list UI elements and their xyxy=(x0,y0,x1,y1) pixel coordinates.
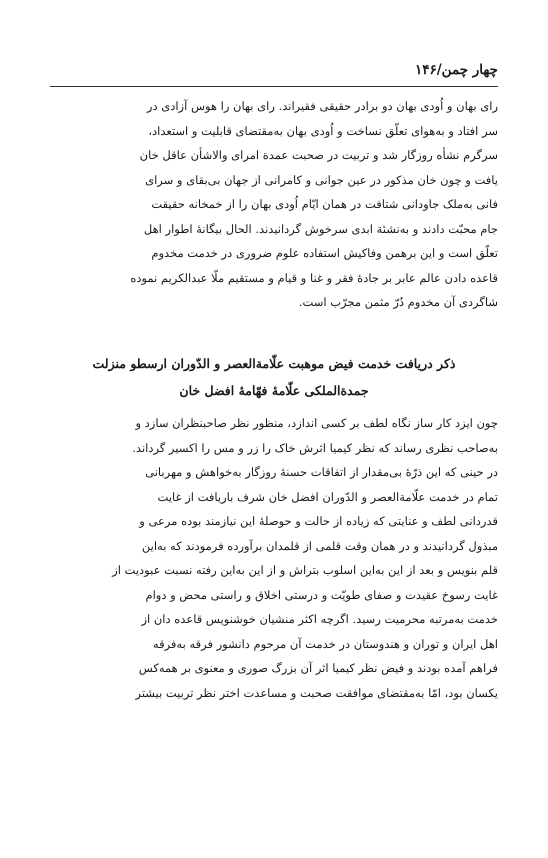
header-rule xyxy=(50,86,498,87)
text-line: اهل ایران و توران و هندوستان در خدمت آن مرحوم دانشور فرقه به‌فرقه xyxy=(152,636,498,651)
section-heading xyxy=(50,350,498,404)
text-line: سر افتاد و به‌هوای تعلّق نساخت و اُودی بهان به‌مقتضای قابلیت و استعداد، xyxy=(148,123,498,138)
text-line: قدردانی لطف و عنایتی که زیاده از حالت و حوصلهٔ این نیازمند بوده مرعی و xyxy=(139,514,498,528)
text-line: به‌صاحب نظری رساند که نظر کیمیا اثرش خاک را زر و مس را اکسیر گرداند. xyxy=(132,440,498,455)
paragraph-2 xyxy=(50,411,498,705)
text-line: تعلّق است و این برهمن وفاکیش استفاده علوم ضروری در خدمت مخدوم xyxy=(151,246,498,260)
text-line: فراهم آمده بودند و فیض نظر کیمیا اثر آن بزرگ صوری و معنوی بر همه‌کس xyxy=(138,661,498,675)
heading-line: جمدة‌الملکی علّامهٔ فهّامهٔ افضل خان xyxy=(179,383,369,398)
text-line: در حینی که این ذرّۀ بی‌مقدار از اتفاقات حسنۀ روزگار به‌خواهش و مهربانی xyxy=(145,465,498,479)
text-line: خدمت به‌مرتبه محرمیت رسید. اگرچه اکثر منشیان خوشنویس قاعده دان از xyxy=(141,612,498,626)
heading-line: ذکر دریافت خدمت فیض موهبت علّامة‌العصر و الدّوران ارسطو منزلت xyxy=(92,356,456,371)
text-line: قلم بنویس و بعد از این به‌این اسلوب بتراش و از این به‌این رفته نسبت عبودیت از xyxy=(112,563,498,577)
paragraph-1 xyxy=(50,94,498,315)
text-line: غایت رسوخ عقیدت و صفای طویّت و درستی اخلاق و راستی محض و دوام xyxy=(145,587,498,602)
text-line: فانی به‌ملک جاودانی شتافت در همان ایّام اُودی بهان را از خمخانه حقیقت xyxy=(151,197,498,211)
text-line: یافت و چون خان مذکور در عین جوانی و کامرانی از جهان بی‌بقای و سرای xyxy=(145,172,498,187)
text-line: جام محبّت دادند و به‌نشئة ابدی سرخوش گردانیدند. الحال بیگانهٔ اطوار اهل xyxy=(143,221,498,236)
text-line: قاعده دادن عالم عابر بر جادۀ فقر و غنا و قیام و مستقیم ملّا عبدالکریم نموده xyxy=(130,270,498,285)
text-line: تمام در خدمت علّامة‌العصر و الدّوران افضل خان شرف باریافت از غایت xyxy=(157,489,498,504)
text-line: سرگرم نشأه روزگار شد و تربیت در صحبت عمدة امرای والاشأن عاقل خان xyxy=(139,148,498,162)
text-line: شاگردی آن مخدوم دُرّ مثمن مجرّب است. xyxy=(298,295,498,309)
running-header: چهار چمن/۱۴۶ xyxy=(414,62,498,78)
text-line: رای بهان و اُودی بهان دو برادر حقیقی فقیراند. رای بهان را هوس آزادی در xyxy=(146,99,498,113)
text-line: یکسان بود، امّا به‌مقتضای موافقت صحبت و مساعدت اختر نظر تربیت بیشتر xyxy=(135,685,498,700)
text-line: مبذول گردانیدند و در همان وقت قلمی از قلمدان برآورده فرمودند که به‌این xyxy=(141,538,498,553)
text-line: چون ایزد کار ساز نگاه لطف بر کسی اندازد، منظور نظر صاحبنظران سازد و xyxy=(135,416,498,430)
